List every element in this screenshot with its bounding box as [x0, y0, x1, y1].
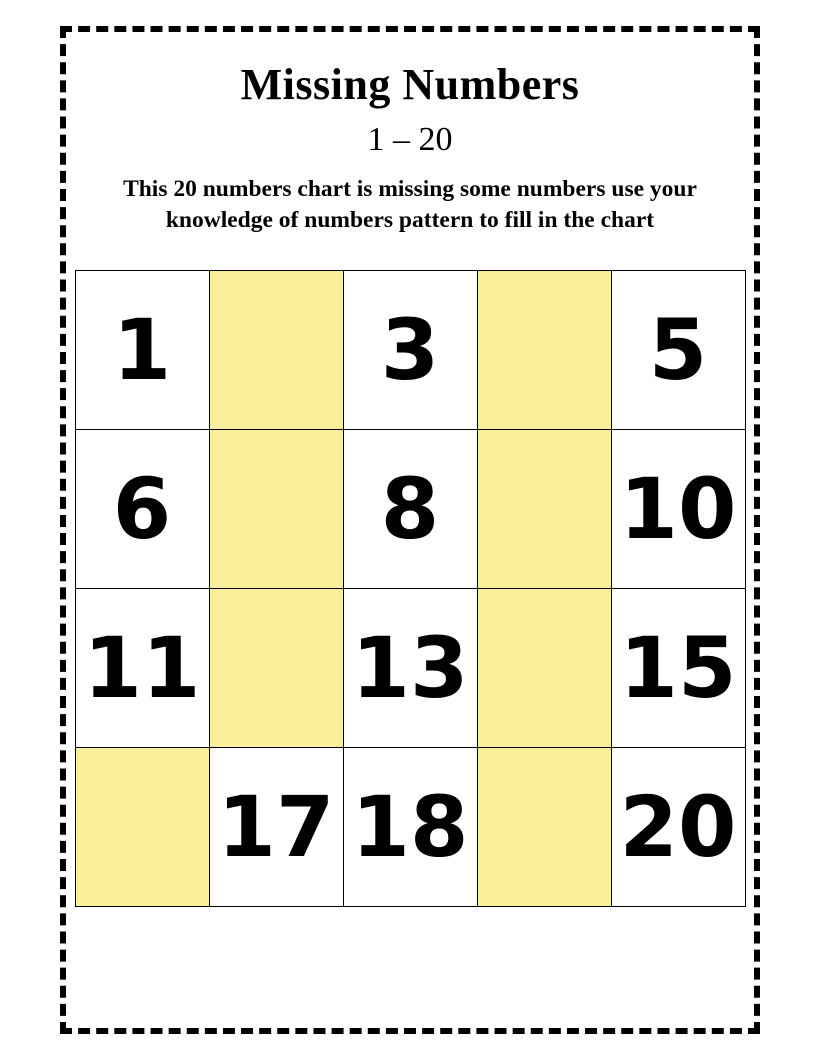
number-cell: 3 — [343, 270, 477, 429]
number-cell: 10 — [611, 429, 745, 588]
blank-cell[interactable] — [477, 747, 611, 906]
blank-cell[interactable] — [75, 747, 209, 906]
number-cell: 5 — [611, 270, 745, 429]
blank-cell[interactable] — [477, 588, 611, 747]
number-chart-wrapper — [75, 270, 746, 907]
worksheet-content — [68, 34, 752, 1026]
page-title: Missing Numbers — [240, 60, 580, 109]
table-row — [75, 270, 745, 429]
number-cell: 15 — [611, 588, 745, 747]
blank-cell[interactable] — [209, 588, 343, 747]
number-cell: 18 — [343, 747, 477, 906]
number-cell: 1 — [75, 270, 209, 429]
number-cell: 20 — [611, 747, 745, 906]
instructions-text: This 20 numbers chart is missing some numbers use your knowledge of numbers pattern to fill in the chart — [123, 175, 697, 233]
table-row — [75, 429, 745, 588]
table-row — [75, 747, 745, 906]
number-cell: 17 — [209, 747, 343, 906]
blank-cell[interactable] — [209, 270, 343, 429]
blank-cell[interactable] — [209, 429, 343, 588]
number-cell: 6 — [75, 429, 209, 588]
number-cell: 8 — [343, 429, 477, 588]
number-cell: 13 — [343, 588, 477, 747]
number-cell: 11 — [75, 588, 209, 747]
number-chart — [75, 270, 746, 907]
blank-cell[interactable] — [477, 429, 611, 588]
blank-cell[interactable] — [477, 270, 611, 429]
page-subtitle: 1 – 20 — [367, 121, 453, 159]
table-row — [75, 588, 745, 747]
